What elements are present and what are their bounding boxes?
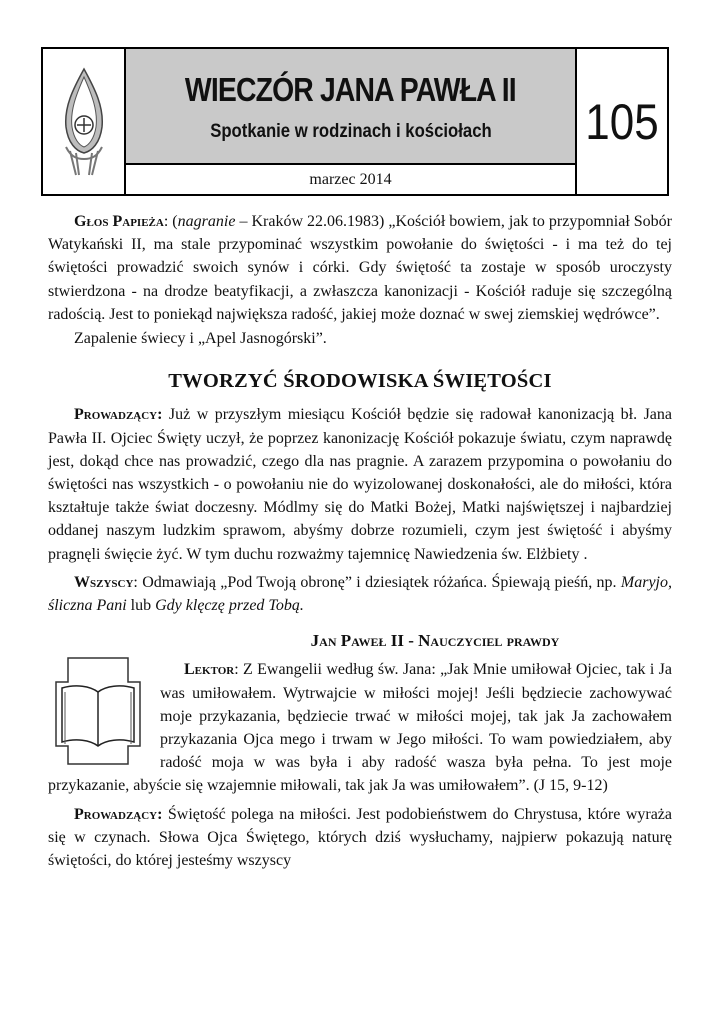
document-body [48,210,672,872]
header-box [41,47,669,196]
candle-flame-cross-icon [61,67,107,177]
section-heading: TWORZYĆ ŚRODOWISKA ŚWIĘTOŚCI [168,370,552,393]
speaker-label: Prowadzący: [74,805,163,823]
page-subtitle: Spotkanie w rodzinach i kościołach [209,121,492,142]
paragraph-text: Już w przyszłym miesiącu Kościół będzie się radował kanonizacją bł. Jana Pawła II. Ojciec Święty uczył, że poprzez kanonizację Kościół pokazuje światu, czym naprawdę jest, dokąd chce nas prowadzić, czego dla nas pragnie. A zarazem przypomina o powołaniu do świętości nas wszystkich - o powołaniu nie do wyizolowanej doskonałości, ale do miłości, która kształtuje także świat doczesny. Módlmy się do Matki Bożej, Matki najświętszej i najbardziej oddanej naszym ludzkim sprawom, abyśmy dobrze rozumieli, czym jest świętość i abyśmy pragnęli święcie żyć. W tym duchu rozważmy tajemnicę Nawiedzenia św. Elżbiety . [48,406,672,563]
title-cell [126,49,577,194]
paragraph-text: Świętość polega na miłości. Jest podobieństwem do Chrystusa, które wyraża się w czynach. Słowa Ojca Świętego, których dziś wysłuchamy, najpierw pokazują naturę świętości, do której jesteśmy wszyscy [48,805,672,870]
paragraph-glos-papieza: Głos Papieża: (nagranie – Kraków 22.06.1983) „Kościół bowiem, jak to przypomniał Sobór Watykański II, ma stale przypominać wszystkim powołanie do świętości - i ma też do tej świętości prowadzić swoich synów i córki. Gdy świętość ta zostaje w sposób uroczysty stwierdzona - na drodze beatyfikacji, a zwłaszcza kanonizacji - Kościół raduje się szczególną radością. Jest to poniekąd największa radość, jakiej może doznać w swej ziemskiej wędrówce”. [48,213,673,323]
issue-number: 105 [585,93,659,150]
open-book-icon [54,656,142,766]
paragraph-wszyscy: Wszyscy: Odmawiają „Pod Twoją obronę” i dziesiątek różańca. Śpiewają pieśń, np. Maryjo, śliczna Pani lub Gdy klęczę przed Tobą. [48,573,672,615]
speaker-label: Wszyscy [74,573,134,591]
paragraph-text: : Z Ewangelii według św. Jana: „Jak Mnie umiłował Ojciec, tak i Ja was umiłowałem. Wytrwajcie w miłości mojej! Jeśli będziecie zachowywać moje przykazania, będziecie trwać w miłości mojej, tak jak Ja zachowałem przykazania Ojca mego i trwam w Jego miłości. To wam powiedziałem, aby radość moja w was była i aby radość wasza była pełna. To jest moje przykazanie, abyście się wzajemnie miłowali, tak jak Ja was umiłowałem”. (J 15, 9-12) [48,661,672,795]
paragraph-text: – Kraków 22.06.1983) „Kościół bowiem, jak to przypomniał Sobór Watykański II, ma stale przypominać wszystkim powołanie do świętości - i ma też do tej świętości prowadzić swoich synów i córki. Gdy świętość ta zostaje w sposób uroczysty stwierdzona - na drodze beatyfikacji, a zwłaszcza kanonizacji - Kościół raduje się szczególną radością. Jest to poniekąd największa radość, jakiej może doznać w swej ziemskiej wędrówce”. [48,213,673,323]
issue-date: marzec 2014 [309,170,392,188]
subsection-heading: Jan Paweł II - Nauczyciel prawdy [310,631,560,651]
paragraph-prowadzacy-2 [48,803,672,873]
song-title: Maryjo, śliczna Pani [48,573,672,615]
speaker-label: Głos Papieża [74,213,164,230]
title-band [126,49,575,165]
paragraph-prowadzacy-1 [48,403,672,565]
speaker-label: Lektor [184,661,235,679]
logo-cell [43,49,126,194]
page-title: WIECZÓR JANA PAWŁA II [185,71,516,108]
speaker-label: Prowadzący: [74,406,163,424]
paragraph-zapalenie: Zapalenie świecy i „Apel Jasnogórski”. [74,330,327,348]
song-title: Gdy klęczę przed Tobą. [155,597,304,615]
source-note: nagranie [177,213,236,230]
